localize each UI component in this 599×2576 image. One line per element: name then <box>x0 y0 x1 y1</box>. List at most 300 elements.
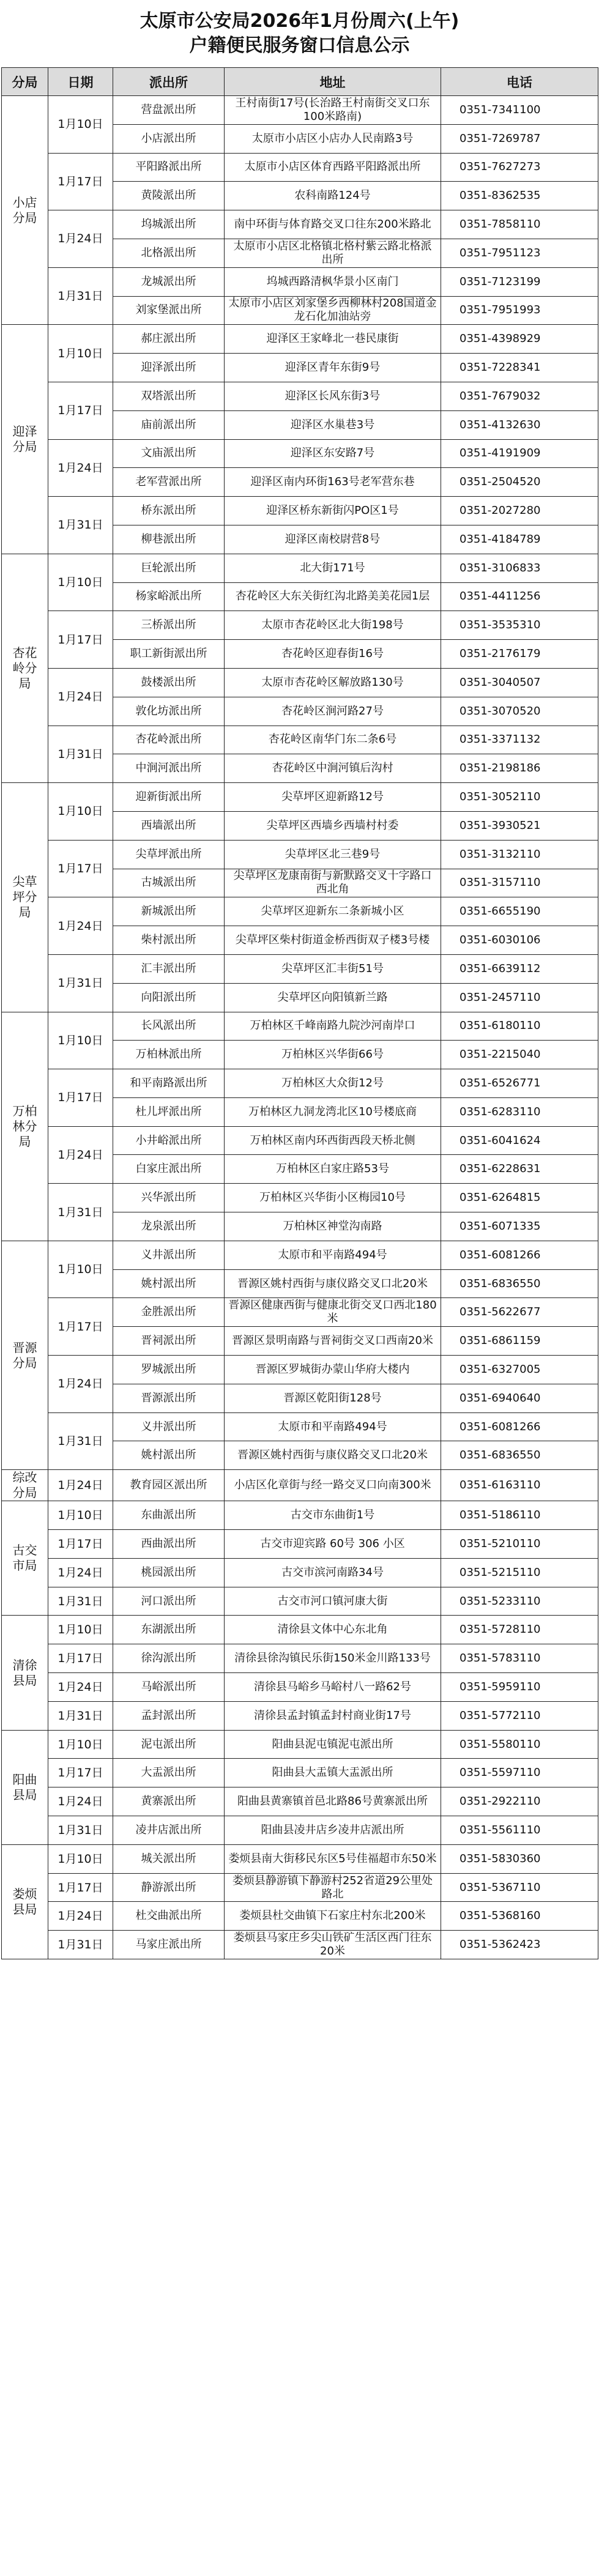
table-row <box>2 726 598 754</box>
header-date: 日期 <box>48 68 113 96</box>
phone-cell: 0351-4411256 <box>441 582 598 611</box>
address-cell: 晋源区罗城街办蒙山华府大楼内 <box>225 1356 441 1384</box>
phone-cell: 0351-2198186 <box>441 754 598 783</box>
phone-cell: 0351-6836550 <box>441 1441 598 1470</box>
address-cell: 迎泽区南校尉营8号 <box>225 525 441 554</box>
table-row <box>2 1787 598 1816</box>
phone-cell: 0351-5783110 <box>441 1644 598 1673</box>
station-cell: 杜儿坪派出所 <box>113 1097 225 1126</box>
station-cell: 凌井店派出所 <box>113 1816 225 1845</box>
bureau-label: 杏花岭分局 <box>12 645 37 691</box>
schedule-table <box>1 67 598 1959</box>
table-row <box>2 497 598 525</box>
station-cell: 迎泽派出所 <box>113 354 225 382</box>
phone-cell: 0351-5233110 <box>441 1587 598 1616</box>
address-cell: 古交市河口镇河康大街 <box>225 1587 441 1616</box>
address-cell: 迎泽区南内环街163号老军营东巷 <box>225 468 441 497</box>
station-cell: 柳巷派出所 <box>113 525 225 554</box>
date-cell: 1月24日 <box>48 1356 113 1413</box>
phone-cell: 0351-5368160 <box>441 1902 598 1931</box>
date-cell: 1月17日 <box>48 153 113 210</box>
table-row <box>2 1873 598 1902</box>
address-cell: 太原市小店区刘家堡乡西柳林村208国道金龙石化加油站旁 <box>225 296 441 325</box>
station-cell: 三桥派出所 <box>113 611 225 640</box>
station-cell: 黄寨派出所 <box>113 1787 225 1816</box>
station-cell: 义井派出所 <box>113 1241 225 1269</box>
phone-cell: 0351-3070520 <box>441 697 598 726</box>
bureau-cell <box>2 1501 48 1616</box>
bureau-cell <box>2 1470 48 1501</box>
phone-cell: 0351-5728110 <box>441 1616 598 1644</box>
station-cell: 白家庄派出所 <box>113 1155 225 1184</box>
address-cell: 晋源区健康西街与健康北街交叉口西北180米 <box>225 1298 441 1327</box>
address-cell: 尖草坪区迎新东二条新城小区 <box>225 897 441 926</box>
date-cell: 1月31日 <box>48 726 113 783</box>
phone-cell: 0351-7123199 <box>441 267 598 296</box>
station-cell: 鼓楼派出所 <box>113 668 225 697</box>
table-row <box>2 1470 598 1501</box>
station-cell: 迎新街派出所 <box>113 783 225 812</box>
table-row <box>2 1356 598 1384</box>
bureau-label: 清徐县局 <box>12 1657 37 1688</box>
address-cell: 万柏林区兴华街66号 <box>225 1041 441 1069</box>
station-cell: 义井派出所 <box>113 1412 225 1441</box>
bureau-cell <box>2 1241 48 1469</box>
address-cell: 万柏林区千峰南路九院沙河南岸口 <box>225 1012 441 1041</box>
phone-cell: 0351-6639112 <box>441 954 598 983</box>
phone-cell: 0351-7858110 <box>441 210 598 239</box>
table-row <box>2 1816 598 1845</box>
phone-cell: 0351-6163110 <box>441 1470 598 1501</box>
title-line-1: 太原市公安局2026年1月份周六(上午) <box>140 10 459 32</box>
station-cell: 中涧河派出所 <box>113 754 225 783</box>
phone-cell: 0351-3371132 <box>441 726 598 754</box>
address-cell: 迎泽区桥东新街闪PO区1号 <box>225 497 441 525</box>
station-cell: 姚村派出所 <box>113 1441 225 1470</box>
station-cell: 教育园区派出所 <box>113 1470 225 1501</box>
table-row <box>2 1587 598 1616</box>
station-cell: 双塔派出所 <box>113 382 225 410</box>
table-row <box>2 1558 598 1587</box>
table-row <box>2 153 598 182</box>
station-cell: 文庙派出所 <box>113 439 225 468</box>
phone-cell: 0351-3052110 <box>441 783 598 812</box>
station-cell: 晋祠派出所 <box>113 1327 225 1356</box>
station-cell: 老军营派出所 <box>113 468 225 497</box>
address-cell: 杏花岭区中涧河镇后沟村 <box>225 754 441 783</box>
table-row <box>2 439 598 468</box>
phone-cell: 0351-5597110 <box>441 1759 598 1787</box>
address-cell: 晋源区乾阳街128号 <box>225 1384 441 1412</box>
address-cell: 晋源区景明南路与晋祠街交叉口西南20米 <box>225 1327 441 1356</box>
date-cell: 1月17日 <box>48 1873 113 1902</box>
phone-cell: 0351-5561110 <box>441 1816 598 1845</box>
address-cell: 尖草坪区北三巷9号 <box>225 840 441 869</box>
station-cell: 龙城派出所 <box>113 267 225 296</box>
address-cell: 杏花岭区南华门东二条6号 <box>225 726 441 754</box>
table-row <box>2 783 598 812</box>
date-cell: 1月10日 <box>48 554 113 611</box>
date-cell: 1月24日 <box>48 1787 113 1816</box>
station-cell: 马峪派出所 <box>113 1673 225 1702</box>
station-cell: 小店派出所 <box>113 124 225 153</box>
table-header-row <box>2 68 598 96</box>
bureau-label: 小店分局 <box>12 195 37 225</box>
bureau-label: 古交市局 <box>12 1543 37 1573</box>
table-row <box>2 1844 598 1873</box>
date-cell: 1月10日 <box>48 1730 113 1759</box>
address-cell: 清徐县徐沟镇民乐街150米金川路133号 <box>225 1644 441 1673</box>
date-cell: 1月24日 <box>48 1673 113 1702</box>
station-cell: 兴华派出所 <box>113 1184 225 1212</box>
phone-cell: 0351-3106833 <box>441 554 598 582</box>
phone-cell: 0351-4184789 <box>441 525 598 554</box>
station-cell: 马家庄派出所 <box>113 1931 225 1959</box>
bureau-cell <box>2 783 48 1012</box>
date-cell: 1月17日 <box>48 1759 113 1787</box>
bureau-label: 阳曲县局 <box>12 1772 37 1802</box>
address-cell: 万柏林区兴华街小区梅园10号 <box>225 1184 441 1212</box>
address-cell: 万柏林区大众街12号 <box>225 1069 441 1098</box>
phone-cell: 0351-6655190 <box>441 897 598 926</box>
bureau-label: 综改分局 <box>12 1470 37 1501</box>
address-cell: 太原市杏花岭区解放路130号 <box>225 668 441 697</box>
date-cell: 1月10日 <box>48 1844 113 1873</box>
bureau-label: 晋源分局 <box>12 1340 37 1370</box>
phone-cell: 0351-5210110 <box>441 1530 598 1559</box>
date-cell: 1月31日 <box>48 497 113 554</box>
phone-cell: 0351-5186110 <box>441 1501 598 1530</box>
phone-cell: 0351-3157110 <box>441 869 598 897</box>
bureau-label: 娄烦县局 <box>12 1886 37 1917</box>
date-cell: 1月17日 <box>48 1530 113 1559</box>
station-cell: 郝庄派出所 <box>113 325 225 354</box>
phone-cell: 0351-8362535 <box>441 182 598 210</box>
date-cell: 1月31日 <box>48 954 113 1012</box>
address-cell: 娄烦县静游镇下静游村252省道29公里处路北 <box>225 1873 441 1902</box>
phone-cell: 0351-2457110 <box>441 983 598 1012</box>
station-cell: 尖草坪派出所 <box>113 840 225 869</box>
station-cell: 金胜派出所 <box>113 1298 225 1327</box>
bureau-label: 万柏林分局 <box>12 1103 37 1149</box>
station-cell: 东湖派出所 <box>113 1616 225 1644</box>
table-row <box>2 325 598 354</box>
phone-cell: 0351-5367110 <box>441 1873 598 1902</box>
date-cell: 1月17日 <box>48 382 113 439</box>
station-cell: 柴村派出所 <box>113 926 225 955</box>
station-cell: 泥屯派出所 <box>113 1730 225 1759</box>
address-cell: 尖草坪区柴村街道金桥西街双子楼3号楼 <box>225 926 441 955</box>
phone-cell: 0351-5772110 <box>441 1701 598 1730</box>
phone-cell: 0351-7679032 <box>441 382 598 410</box>
phone-cell: 0351-2922110 <box>441 1787 598 1816</box>
phone-cell: 0351-7228341 <box>441 354 598 382</box>
phone-cell: 0351-6940640 <box>441 1384 598 1412</box>
station-cell: 河口派出所 <box>113 1587 225 1616</box>
address-cell: 娄烦县杜交曲镇下石家庄村东北200米 <box>225 1902 441 1931</box>
date-cell: 1月10日 <box>48 1501 113 1530</box>
address-cell: 迎泽区水巢巷3号 <box>225 410 441 439</box>
station-cell: 西墙派出所 <box>113 811 225 840</box>
address-cell: 杏花岭区大东关街红沟北路美美花园1层 <box>225 582 441 611</box>
station-cell: 营盘派出所 <box>113 96 225 125</box>
station-cell: 新城派出所 <box>113 897 225 926</box>
phone-cell: 0351-3132110 <box>441 840 598 869</box>
table-row <box>2 1530 598 1559</box>
table-row <box>2 1931 598 1959</box>
address-cell: 太原市小店区小店办人民南路3号 <box>225 124 441 153</box>
phone-cell: 0351-5362423 <box>441 1931 598 1959</box>
station-cell: 北格派出所 <box>113 239 225 267</box>
table-row <box>2 1730 598 1759</box>
phone-cell: 0351-6283110 <box>441 1097 598 1126</box>
date-cell: 1月24日 <box>48 1902 113 1931</box>
table-row <box>2 1701 598 1730</box>
date-cell: 1月17日 <box>48 611 113 669</box>
address-cell: 尖草坪区西墙乡西墙村村委 <box>225 811 441 840</box>
bureau-cell <box>2 1730 48 1844</box>
phone-cell: 0351-7951993 <box>441 296 598 325</box>
station-cell: 桃园派出所 <box>113 1558 225 1587</box>
table-row <box>2 382 598 410</box>
address-cell: 万柏林区白家庄路53号 <box>225 1155 441 1184</box>
phone-cell: 0351-7269787 <box>441 124 598 153</box>
address-cell: 娄烦县马家庄乡尖山铁矿生活区西门往东20米 <box>225 1931 441 1959</box>
date-cell: 1月31日 <box>48 1931 113 1959</box>
station-cell: 和平南路派出所 <box>113 1069 225 1098</box>
phone-cell: 0351-4132630 <box>441 410 598 439</box>
address-cell: 农科南路124号 <box>225 182 441 210</box>
station-cell: 杜交曲派出所 <box>113 1902 225 1931</box>
address-cell: 杏花岭区涧河路27号 <box>225 697 441 726</box>
phone-cell: 0351-5215110 <box>441 1558 598 1587</box>
header-bureau: 分局 <box>2 68 48 96</box>
table-row <box>2 1184 598 1212</box>
phone-cell: 0351-6861159 <box>441 1327 598 1356</box>
date-cell: 1月10日 <box>48 783 113 841</box>
station-cell: 大盂派出所 <box>113 1759 225 1787</box>
address-cell: 清徐县孟封镇孟封村商业街17号 <box>225 1701 441 1730</box>
station-cell: 敦化坊派出所 <box>113 697 225 726</box>
date-cell: 1月10日 <box>48 325 113 382</box>
phone-cell: 0351-6327005 <box>441 1356 598 1384</box>
table-row <box>2 1644 598 1673</box>
address-cell: 迎泽区长风东街3号 <box>225 382 441 410</box>
station-cell: 西曲派出所 <box>113 1530 225 1559</box>
station-cell: 静游派出所 <box>113 1873 225 1902</box>
bureau-cell <box>2 554 48 782</box>
date-cell: 1月24日 <box>48 1126 113 1184</box>
phone-cell: 0351-5622677 <box>441 1298 598 1327</box>
address-cell: 尖草坪区迎新路12号 <box>225 783 441 812</box>
phone-cell: 0351-6081266 <box>441 1241 598 1269</box>
bureau-cell <box>2 96 48 325</box>
date-cell: 1月17日 <box>48 1644 113 1673</box>
date-cell: 1月31日 <box>48 1587 113 1616</box>
phone-cell: 0351-5580110 <box>441 1730 598 1759</box>
station-cell: 长风派出所 <box>113 1012 225 1041</box>
address-cell: 晋源区姚村西街与康仪路交叉口北20米 <box>225 1441 441 1470</box>
date-cell: 1月24日 <box>48 439 113 497</box>
phone-cell: 0351-6836550 <box>441 1269 598 1298</box>
table-row <box>2 611 598 640</box>
station-cell: 汇丰派出所 <box>113 954 225 983</box>
table-row <box>2 210 598 239</box>
address-cell: 杏花岭区迎春街16号 <box>225 640 441 669</box>
address-cell: 阳曲县大盂镇大盂派出所 <box>225 1759 441 1787</box>
address-cell: 万柏林区九洞龙湾北区10号楼底商 <box>225 1097 441 1126</box>
phone-cell: 0351-5959110 <box>441 1673 598 1702</box>
phone-cell: 0351-3535310 <box>441 611 598 640</box>
date-cell: 1月24日 <box>48 897 113 955</box>
phone-cell: 0351-3040507 <box>441 668 598 697</box>
phone-cell: 0351-5830360 <box>441 1844 598 1873</box>
address-cell: 太原市小店区北格镇北格村紫云路北格派出所 <box>225 239 441 267</box>
address-cell: 太原市小店区体育西路平阳路派出所 <box>225 153 441 182</box>
phone-cell: 0351-6030106 <box>441 926 598 955</box>
table-row <box>2 1616 598 1644</box>
address-cell: 王村南街17号(长治路王村南街交叉口东100米路南) <box>225 96 441 125</box>
table-row <box>2 897 598 926</box>
date-cell: 1月10日 <box>48 1241 113 1298</box>
phone-cell: 0351-2504520 <box>441 468 598 497</box>
address-cell: 尖草坪区向阳镇新兰路 <box>225 983 441 1012</box>
phone-cell: 0351-2215040 <box>441 1041 598 1069</box>
header-address: 地址 <box>225 68 441 96</box>
address-cell: 清徐县文体中心东北角 <box>225 1616 441 1644</box>
phone-cell: 0351-6071335 <box>441 1212 598 1241</box>
date-cell: 1月17日 <box>48 1298 113 1356</box>
phone-cell: 0351-3930521 <box>441 811 598 840</box>
date-cell: 1月31日 <box>48 267 113 325</box>
table-row <box>2 1501 598 1530</box>
table-row <box>2 96 598 125</box>
address-cell: 太原市和平南路494号 <box>225 1412 441 1441</box>
station-cell: 小井峪派出所 <box>113 1126 225 1155</box>
station-cell: 杏花岭派出所 <box>113 726 225 754</box>
address-cell: 阳曲县泥屯镇泥屯派出所 <box>225 1730 441 1759</box>
table-row <box>2 1673 598 1702</box>
station-cell: 巨轮派出所 <box>113 554 225 582</box>
phone-cell: 0351-7627273 <box>441 153 598 182</box>
address-cell: 阳曲县黄寨镇首邑北路86号黄寨派出所 <box>225 1787 441 1816</box>
phone-cell: 0351-6228631 <box>441 1155 598 1184</box>
page-title <box>0 0 599 67</box>
date-cell: 1月24日 <box>48 1558 113 1587</box>
station-cell: 坞城派出所 <box>113 210 225 239</box>
phone-cell: 0351-7951123 <box>441 239 598 267</box>
table-row <box>2 1298 598 1327</box>
table-row <box>2 1241 598 1269</box>
address-cell: 晋源区姚村西街与康仪路交叉口北20米 <box>225 1269 441 1298</box>
station-cell: 桥东派出所 <box>113 497 225 525</box>
phone-cell: 0351-6180110 <box>441 1012 598 1041</box>
table-row <box>2 267 598 296</box>
station-cell: 职工新街派出所 <box>113 640 225 669</box>
address-cell: 古交市东曲街1号 <box>225 1501 441 1530</box>
address-cell: 阳曲县凌井店乡凌井店派出所 <box>225 1816 441 1845</box>
address-cell: 太原市杏花岭区北大街198号 <box>225 611 441 640</box>
table-row <box>2 554 598 582</box>
address-cell: 娄烦县南大街移民东区5号佳福超市东50米 <box>225 1844 441 1873</box>
header-phone: 电话 <box>441 68 598 96</box>
station-cell: 杨家峪派出所 <box>113 582 225 611</box>
station-cell: 城关派出所 <box>113 1844 225 1873</box>
station-cell: 万柏林派出所 <box>113 1041 225 1069</box>
address-cell: 小店区化章街与经一路交叉口向南300米 <box>225 1470 441 1501</box>
station-cell: 姚村派出所 <box>113 1269 225 1298</box>
table-row <box>2 1126 598 1155</box>
date-cell: 1月24日 <box>48 1470 113 1501</box>
table-row <box>2 840 598 869</box>
bureau-cell <box>2 1844 48 1959</box>
station-cell: 孟封派出所 <box>113 1701 225 1730</box>
phone-cell: 0351-2176179 <box>441 640 598 669</box>
date-cell: 1月31日 <box>48 1701 113 1730</box>
table-row <box>2 1759 598 1787</box>
bureau-cell <box>2 1012 48 1241</box>
date-cell: 1月31日 <box>48 1816 113 1845</box>
bureau-cell <box>2 1616 48 1730</box>
address-cell: 尖草坪区龙康南街与新默路交叉十字路口西北角 <box>225 869 441 897</box>
address-cell: 迎泽区东安路7号 <box>225 439 441 468</box>
station-cell: 古城派出所 <box>113 869 225 897</box>
date-cell: 1月17日 <box>48 1069 113 1127</box>
address-cell: 尖草坪区汇丰街51号 <box>225 954 441 983</box>
station-cell: 罗城派出所 <box>113 1356 225 1384</box>
address-cell: 清徐县马峪乡马峪村八一路62号 <box>225 1673 441 1702</box>
address-cell: 迎泽区青年东街9号 <box>225 354 441 382</box>
station-cell: 黄陵派出所 <box>113 182 225 210</box>
address-cell: 北大街171号 <box>225 554 441 582</box>
phone-cell: 0351-6526771 <box>441 1069 598 1098</box>
address-cell: 迎泽区王家峰北一巷民康街 <box>225 325 441 354</box>
station-cell: 平阳路派出所 <box>113 153 225 182</box>
phone-cell: 0351-6041624 <box>441 1126 598 1155</box>
table-row <box>2 954 598 983</box>
table-row <box>2 1069 598 1098</box>
date-cell: 1月10日 <box>48 96 113 154</box>
address-cell: 南中环街与体育路交叉口往东200米路北 <box>225 210 441 239</box>
table-row <box>2 1412 598 1441</box>
station-cell: 庙前派出所 <box>113 410 225 439</box>
table-row <box>2 1902 598 1931</box>
title-line-2: 户籍便民服务窗口信息公示 <box>189 35 410 56</box>
phone-cell: 0351-6264815 <box>441 1184 598 1212</box>
address-cell: 坞城西路清枫华景小区南门 <box>225 267 441 296</box>
bureau-label: 迎泽分局 <box>12 424 37 455</box>
bureau-label: 尖草坪分局 <box>12 874 37 920</box>
date-cell: 1月31日 <box>48 1184 113 1241</box>
address-cell: 万柏林区南内环西街西段天桥北侧 <box>225 1126 441 1155</box>
date-cell: 1月24日 <box>48 210 113 268</box>
date-cell: 1月10日 <box>48 1616 113 1644</box>
station-cell: 向阳派出所 <box>113 983 225 1012</box>
station-cell: 龙泉派出所 <box>113 1212 225 1241</box>
phone-cell: 0351-6081266 <box>441 1412 598 1441</box>
phone-cell: 0351-4398929 <box>441 325 598 354</box>
address-cell: 古交市迎宾路 60号 306 小区 <box>225 1530 441 1559</box>
station-cell: 晋源派出所 <box>113 1384 225 1412</box>
table-row <box>2 1012 598 1041</box>
station-cell: 徐沟派出所 <box>113 1644 225 1673</box>
phone-cell: 0351-7341100 <box>441 96 598 125</box>
date-cell: 1月31日 <box>48 1412 113 1470</box>
header-station: 派出所 <box>113 68 225 96</box>
phone-cell: 0351-2027280 <box>441 497 598 525</box>
address-cell: 太原市和平南路494号 <box>225 1241 441 1269</box>
date-cell: 1月24日 <box>48 668 113 726</box>
